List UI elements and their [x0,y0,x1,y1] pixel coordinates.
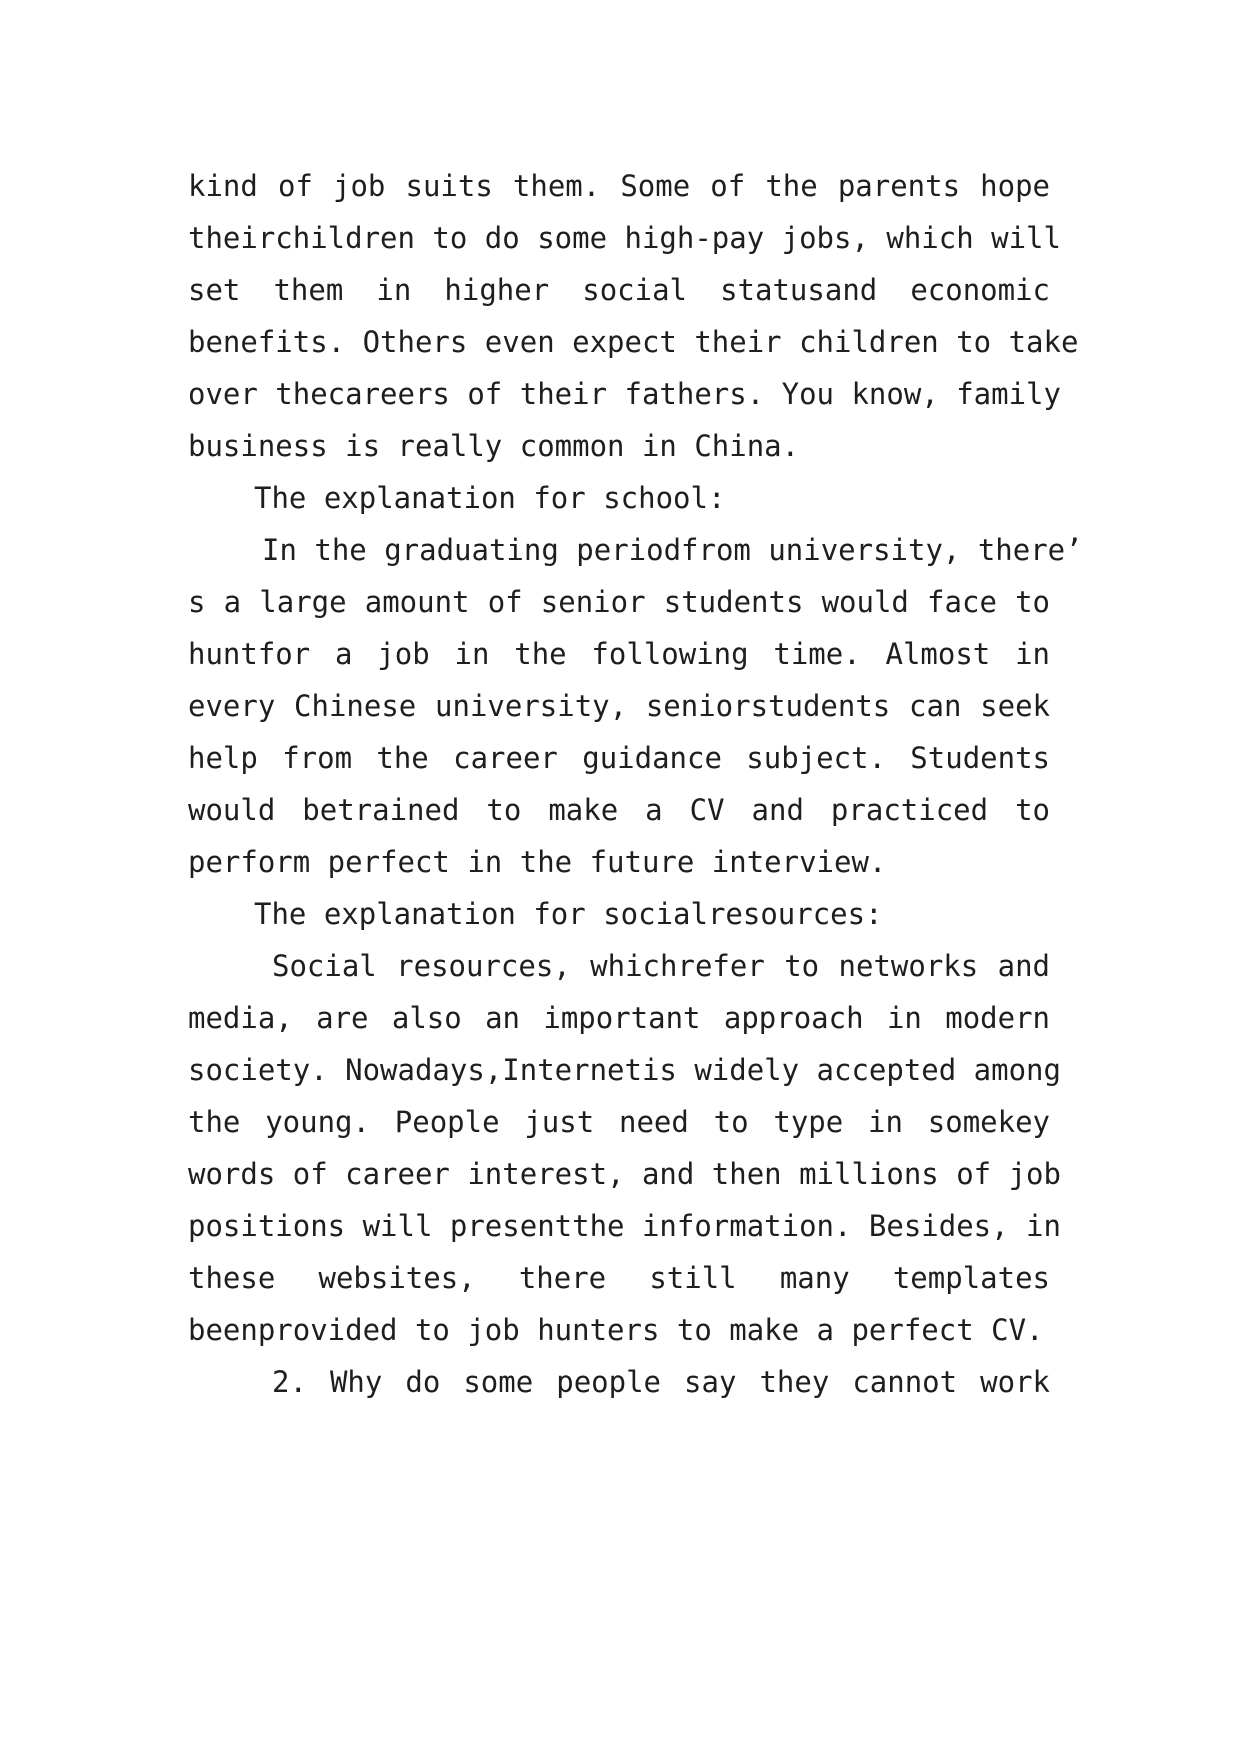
text-line: Social resources, whichrefer to networks and [272,949,1050,983]
text-line: beenprovided to job hunters to make a perfect CV. [188,1313,1044,1347]
text-line: s a large amount of senior students would face to [188,585,1050,619]
numbered-question: 2. Why do some people say they cannot work [272,1365,1050,1399]
section-heading: The explanation for socialresources: [254,897,883,931]
text-line: perform perfect in the future interview. [188,845,887,879]
text-line: the young. People just need to type in somekey [188,1105,1050,1139]
text-line: media, are also an important approach in modern [188,1001,1050,1035]
text-line: positions will presentthe information. Besides, in [188,1209,1061,1243]
text-line: every Chinese university, seniorstudents can seek [188,689,1050,723]
text-line: In the graduating periodfrom university, there’ [262,533,1083,567]
text-line: set them in higher social statusand economic [188,273,1050,307]
text-line: society. Nowadays,Internetis widely accepted among [188,1053,1061,1087]
text-line: business is really common in China. [188,429,800,463]
text-line: help from the career guidance subject. Students [188,741,1050,775]
text-line: over thecareers of their fathers. You know, family [188,377,1061,411]
section-heading: The explanation for school: [254,481,726,515]
text-line: would betrained to make a CV and practiced to [188,793,1050,827]
text-line: kind of job suits them. Some of the parents hope [188,169,1050,203]
text-line: words of career interest, and then millions of job [188,1157,1061,1191]
text-line: huntfor a job in the following time. Almost in [188,637,1050,671]
text-line: theirchildren to do some high-pay jobs, which will [188,221,1061,255]
text-line: benefits. Others even expect their children to take [188,325,1079,359]
text-line: these websites, there still many templates [188,1261,1050,1295]
